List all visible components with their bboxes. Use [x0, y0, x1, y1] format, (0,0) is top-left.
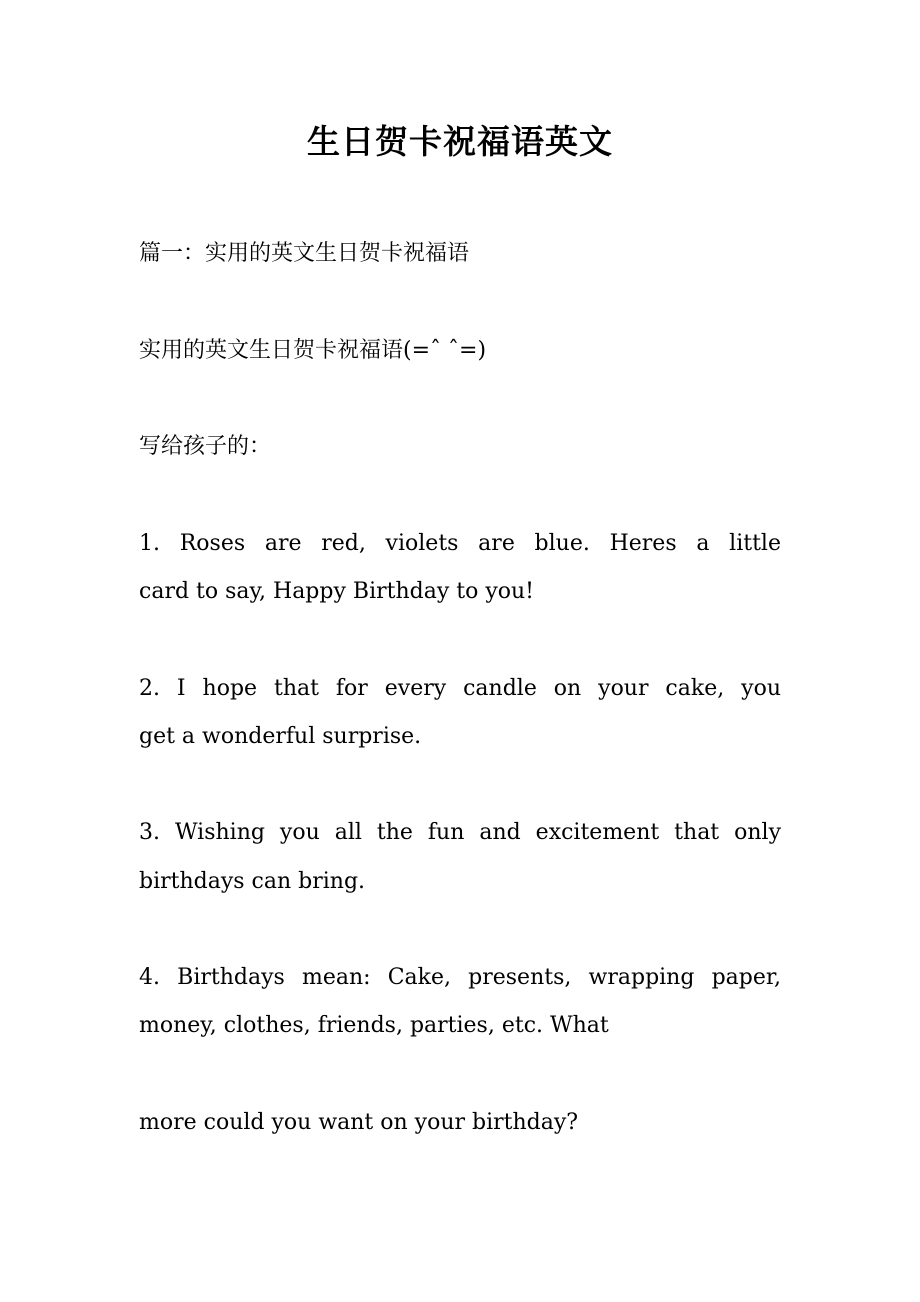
audience-label: 写给孩子的： [139, 434, 272, 459]
paragraph-1-line-1: 1. Roses are red, violets are blue. Heres a little [139, 531, 781, 556]
paragraph-3-line-1: 3. Wishing you all the fun and excitement that only [139, 820, 781, 845]
paragraph-2-line-1: 2. I hope that for every candle on your cake, you [139, 676, 781, 701]
paragraph-2-line-2: get a wonderful surprise. [139, 724, 422, 749]
document-title: 生日贺卡祝福语英文 [307, 122, 613, 161]
section-heading: 篇一：实用的英文生日贺卡祝福语 [139, 241, 470, 266]
paragraph-3-line-2: birthdays can bring. [139, 869, 366, 894]
paragraph-4-line-1: 4. Birthdays mean: Cake, presents, wrapping paper, [139, 965, 781, 990]
paragraph-1-line-2: card to say, Happy Birthday to you! [139, 579, 535, 604]
paragraph-4-line-3: more could you want on your birthday? [139, 1110, 579, 1135]
subtitle: 实用的英文生日贺卡祝福语(=ˆ ˆ=) [139, 338, 487, 363]
paragraph-4-line-2: money, clothes, friends, parties, etc. What [139, 1013, 609, 1038]
